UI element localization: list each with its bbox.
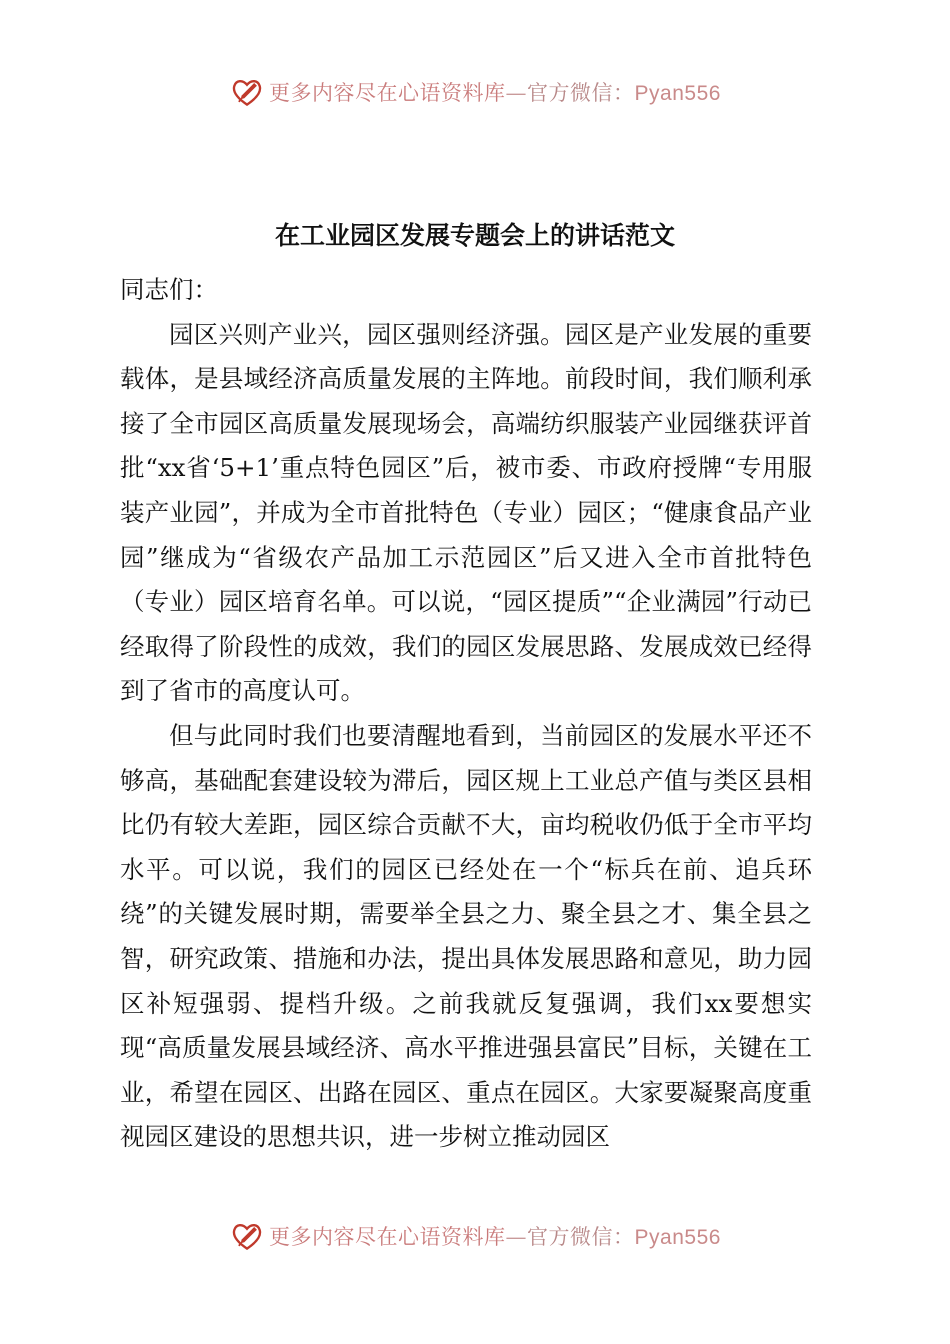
- wechat-label: 官方微信：: [527, 1225, 635, 1249]
- banner-text: 更多内容尽在心语资料库: [269, 1225, 506, 1249]
- paragraph-1: 园区兴则产业兴，园区强则经济强。园区是产业发展的重要载体，是县域经济高质量发展的主阵地。前段时间，我们顺利承接了全市园区高质量发展现场会，高端纺织服装产业园继获评首批“xx省‘5+1’重点特色园区”后，被市委、市政府授牌“专用服装产业园”，并成为全市首批特色（专业）园区；“健康食品产业园”继成为“省级农产品加工示范园区”后又进入全市首批特色（专业）园区培育名单。可以说，“园区提质”“企业满园”行动已经取得了阶段性的成效，我们的园区发展思路、发展成效已经得到了省市的高度认可。: [120, 319, 812, 706]
- banner-separator: —: [505, 1225, 528, 1249]
- paragraph-2: 但与此同时我们也要清醒地看到，当前园区的发展水平还不够高，基础配套建设较为滞后，园区规上工业总产值与类区县相比仍有较大差距，园区综合贡献不大，亩均税收仍低于全市平均水平。可以说，我们的园区已经处在一个“标兵在前、追兵环绕”的关键发展时期，需要举全县之力、聚全县之才、集全县之智，研究政策、措施和办法，提出具体发展思路和意见，助力园区补短强弱、提档升级。之前我就反复强调，我们xx要想实现“高质量发展县域经济、高水平推进强县富民”目标，关键在工业，希望在园区、出路在园区、重点在园区。大家要凝聚高度重视园区建设的思想共识，进一步树立推动园区: [120, 720, 812, 1152]
- wechat-id: Pyan556: [634, 82, 721, 105]
- header-banner: [0, 72, 950, 112]
- salutation: 同志们：: [120, 275, 218, 304]
- document-body: [120, 268, 812, 1160]
- banner-text: 更多内容尽在心语资料库: [269, 81, 506, 105]
- document-title: 在工业园区发展专题会上的讲话范文: [274, 221, 675, 250]
- wechat-id: Pyan556: [634, 1226, 721, 1249]
- wechat-label: 官方微信：: [527, 81, 635, 105]
- banner-separator: —: [505, 81, 528, 105]
- heart-pen-logo-icon: [229, 74, 265, 110]
- footer-banner: [0, 1216, 950, 1256]
- heart-pen-logo-icon: [229, 1218, 265, 1254]
